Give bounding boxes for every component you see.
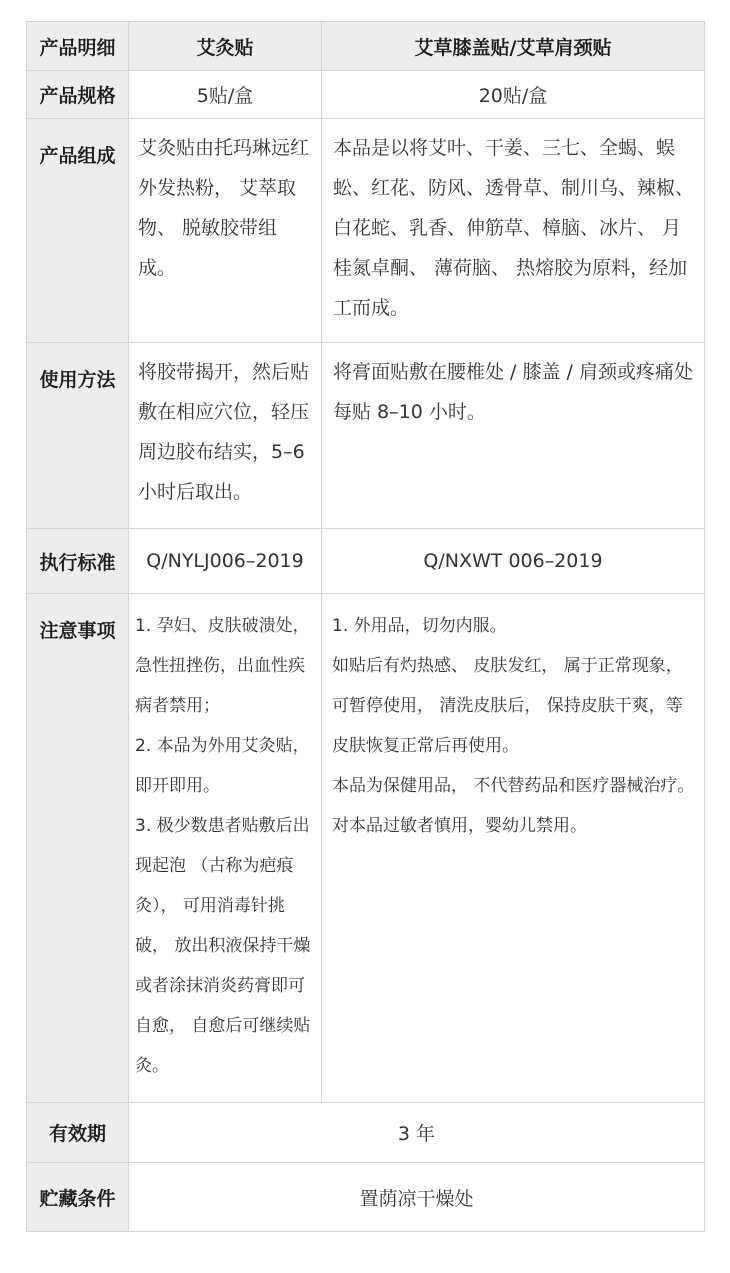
usage-label: 使用方法 (27, 343, 129, 529)
notes-col1-item: 3. 极少数患者贴敷后出现起泡 （古称为疤痕灸）， 可用消毒针挑破， 放出积液保持干燥或者涂抹消炎药膏即可自愈， 自愈后可继续贴灸。 (135, 816, 311, 1076)
header-row (27, 22, 705, 71)
usage-col2-cell (322, 343, 705, 529)
usage-col1-cell (129, 343, 322, 529)
storage-label: 贮藏条件 (27, 1163, 129, 1232)
notes-col1-item: 1. 孕妇、皮肤破溃处，急性扭挫伤，出血性疾病者禁用； (135, 616, 310, 716)
header-col1: 艾灸贴 (129, 22, 322, 71)
notes-col2-item: 如贴后有灼热感、 皮肤发红， 属于正常现象， 可暂停使用， 清洗皮肤后， 保持皮肤干爽，等皮肤恢复正常后再使用。 (332, 656, 683, 756)
validity-row (27, 1103, 705, 1163)
composition-col2-cell (322, 119, 705, 343)
composition-label: 产品组成 (27, 119, 129, 343)
notes-label: 注意事项 (27, 594, 129, 1103)
notes-col2-item: 1. 外用品，切勿内服。 (332, 616, 507, 636)
notes-col2-cell (322, 594, 705, 1103)
standard-label: 执行标准 (27, 529, 129, 594)
header-label: 产品明细 (27, 22, 129, 71)
spec-label: 产品规格 (27, 71, 129, 119)
notes-row (27, 594, 705, 1103)
standard-col2: Q/NXWT 006–2019 (322, 529, 705, 594)
standard-row (27, 529, 705, 594)
notes-col1-cell (129, 594, 322, 1103)
spec-row (27, 71, 705, 119)
storage-value: 置荫凉干燥处 (129, 1163, 705, 1232)
spec-col1: 5贴/盒 (129, 71, 322, 119)
standard-col1: Q/NYLJ006–2019 (129, 529, 322, 594)
notes-col1-item: 2. 本品为外用艾灸贴，即开即用。 (135, 736, 310, 796)
validity-value: 3 年 (129, 1103, 705, 1163)
product-spec-table (26, 21, 705, 1232)
composition-col2: 本品是以将艾叶、干姜、三七、全蝎、蜈蚣、红花、防风、透骨草、制川乌、辣椒、白花蛇、乳香、伸筋草、樟脑、冰片、 月桂氮卓酮、 薄荷脑、 热熔胶为原料，经加工而成。 (333, 137, 695, 319)
header-col2: 艾草膝盖贴/艾草肩颈贴 (322, 22, 705, 71)
spec-col2: 20贴/盒 (322, 71, 705, 119)
storage-row (27, 1163, 705, 1232)
usage-col1: 将胶带揭开，然后贴敷在相应穴位，轻压周边胶布结实，5–6小时后取出。 (138, 361, 310, 503)
validity-label: 有效期 (27, 1103, 129, 1163)
composition-col1: 艾灸贴由托玛琳远红外发热粉， 艾萃取物、 脱敏胶带组成。 (138, 137, 310, 279)
usage-row (27, 343, 705, 529)
usage-col2: 将膏面贴敷在腰椎处 / 膝盖 / 肩颈或疼痛处每贴 8–10 小时。 (333, 361, 693, 423)
notes-col2-item: 对本品过敏者慎用，婴幼儿禁用。 (332, 816, 587, 836)
composition-row (27, 119, 705, 343)
composition-col1-cell (129, 119, 322, 343)
notes-col2-item: 本品为保健用品， 不代替药品和医疗器械治疗。 (332, 776, 695, 796)
notes-col1 (129, 594, 321, 1086)
notes-col2 (322, 594, 704, 846)
